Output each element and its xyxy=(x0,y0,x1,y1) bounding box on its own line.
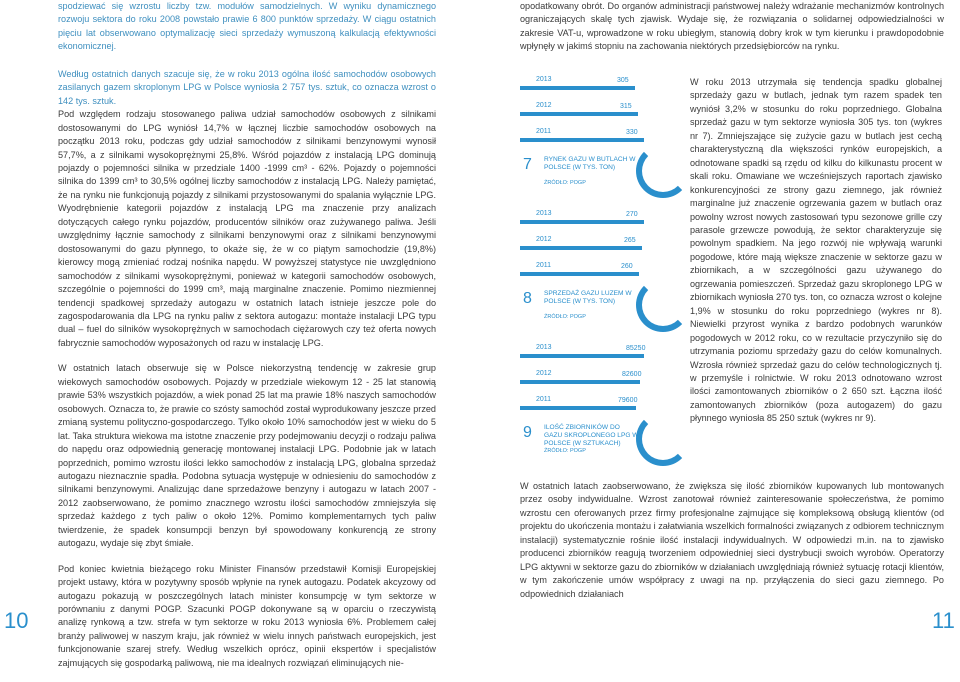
bar xyxy=(520,138,644,142)
paragraph-2013-lpg-cars: Według ostatnich danych szacuje się, że w roku 2013 ogólna ilość samochodów osobowych zasilanych gazem skroplonym LPG w Polsce wyniosła 2 757 tys. sztuk, co oznacza wzrost o 142 tys. sztuk. xyxy=(58,68,436,106)
bar-value-label: 79600 xyxy=(618,397,638,404)
bar xyxy=(520,380,640,384)
bar-year-label: 2011 xyxy=(536,262,552,269)
chart-8 xyxy=(516,210,681,328)
chart-7 xyxy=(516,76,681,194)
ring-graphic xyxy=(636,144,690,198)
right-top-text: opodatkowany obrót. Do organów administracji państwowej należy wdrażanie mechanizmów kontrolnych ograniczających skalę tych zjawisk. Wydaje się, że rozwiązania o solidarnej odpowiedzialności w zakresie VAT-u, wprowadzone w roku ubiegłym, stanowią dobry krok w tym kierunku i prawdopodobnie wpłynęły w jakimś stopniu na zachowania niektórych przedsiębiorców na rynku. xyxy=(520,1,944,52)
chart-source: ŹRÓDŁO: POGP xyxy=(544,448,586,454)
bottom-paragraph xyxy=(520,480,944,601)
bar xyxy=(520,220,644,224)
paragraph-tax: Pod koniec kwietnia bieżącego roku Minister Finansów przedstawił Komisji Europejskiej projekt ustawy, która w pozytywny sposób wpłynie na rynek autogazu. Podatek akcyzowy od autogazu pokazują w poszczególnych latach minister konsumpcję w tym sektorze w porównaniu z danymi POGP. Szacunki POGP dokonywane są w oparciu o rzeczywistą analizę rynkową a tzw. strefa w tym sektorze w roku 2013 wyniosła 6%. Problemem całej branży paliwowej w naszym kraju, jak również w wielu innych państwach europejskich, jest funkcjonowanie szarej strefy. Według wszelkich oprócz, opinii ekspertów i specjalistów zajmujących się gospodarką paliwową, nie ma idealnych rozwiązań eliminujących nie- xyxy=(58,563,436,668)
left-column xyxy=(58,0,436,682)
ring-graphic xyxy=(636,412,690,466)
bar xyxy=(520,246,642,250)
intro-paragraph: spodziewać się wzrostu liczby tzw. modułów samodzielnych. W wyniku dynamicznego rozwoju sektora do roku 2008 powstało prawie 6 800 punktów sprzedaży. W ciągu ostatnich pięciu lat obserwowano optymalizację sieci sprzedaży wymuszoną kalkulacją efektywności ekonomicznej. xyxy=(58,1,436,52)
right-top-paragraph xyxy=(520,0,944,54)
bar-year-label: 2013 xyxy=(536,76,552,83)
ring-graphic xyxy=(636,278,690,332)
bar-year-label: 2013 xyxy=(536,210,552,217)
bar-year-label: 2011 xyxy=(536,128,552,135)
bar-year-label: 2011 xyxy=(536,396,552,403)
chart-source: ŹRÓDŁO: POGP xyxy=(544,314,586,320)
chart-title: ILOŚĆ ZBIORNIKÓW DO GAZU SKROPLONEGO LPG W POLSCE (W SZTUKACH) xyxy=(544,424,639,447)
bar-value-label: 305 xyxy=(617,77,629,84)
chart-number: 8 xyxy=(523,290,532,307)
bottom-text: W ostatnich latach zaobserwowano, że zwiększa się ilość zbiorników kupowanych lub montowanych przez osoby indywidualne. Wzrost zanotował również zainteresowanie społeczeństwa, że pomimo wzrostu cen oferowanych przez firmy profesjonalne zajmujące się kompleksową obsługą klientów (od projektu do ukończenia montażu i załatwiania wszelkich formalności związanych z odbiorem technicznym instalacji) systematycznie rośnie ilość instalacji indywidualnych. W odpowiedzi m.in. na to zjawisko producenci zbiorników reagują tworzeniem odpowiedniej sieci dystrybucji swoich wyrobów. Operatorzy LPG aktywni w sektorze gazu do zbiorników w działaniach uwzględniają również sytuację rotacji klientów, w tym zakończenie umów współpracy z uwagi na np. przyłączenia do sieci gazu ziemnego. Po odpowiednich działaniach xyxy=(520,481,944,599)
paragraph-fuel-share: Pod względem rodzaju stosowanego paliwa udział samochodów osobowych z silnikami dostosowanymi do LPG wyniósł 14,7% w łącznej liczbie samochodów osobowych na początku 2013 roku, podczas gdy udział samochodów z silnikami benzynowymi wynosił 57,7%, a z silnikami wysokoprężnymi 25,8%. Wśród pojazdów z instalacją LPG dominują pojazdy o pojemności silnika w przedziale 1400 -1999 cm³ - 62%. Pojazdy o pojemności silnika do 1399 cm³ to 30,5% ogólnej liczby samochodów z instalacją LPG. Należy pamiętać, że na rynku nie funkcjonują pojazdy z silnikami przystosowanymi do spalania wyłącznie LPG. Wyodrębnienie kategorii pojazdów z instalacją LPG ma znaczenie przy analizach dotyczących całego rynku pojazdów, producentów silników oraz zużywanego paliwa. Jeśli uwzględnimy łącznie samochody z silnikami benzynowymi oraz z silnikami benzynowymi dostosowanymi do gazu płynnego, to okaże się, że w co piątym samochodzie (19,8%) kierowcy mogą zmieniać rodzaj nośnika napędu. W powyższej statystyce nie uwzględniono samochodów z silnikami wysokoprężnymi, ponieważ w kategorii samochodów osobowych, szczególnie o pojemności do 1999 cm³, mają marginalne znaczenie. Pomimo niezmiennej tendencji spadkowej sprzedaży autogazu w ostatnich latach istnieje jeszcze pole do zagospodarowania dla LPG na rynku paliw z sektora autogazu: montaże instalacji LPG typu dual – fuel do silników wysokoprężnych w samochodach ciężarowych czy też oferta nowych fabrycznie samochodów wyposażonych od razu w instalację LPG. xyxy=(58,109,436,348)
chart-title: RYNEK GAZU W BUTLACH W POLSCE (W TYS. TON) xyxy=(544,156,636,171)
charts-column xyxy=(516,76,681,468)
page-number-left: 10 xyxy=(4,608,29,633)
bar xyxy=(520,272,639,276)
bar-year-label: 2012 xyxy=(536,370,552,377)
bar-value-label: 85250 xyxy=(626,345,646,352)
paragraph-age-structure: W ostatnich latach obserwuje się w Polsce niekorzystną tendencję w zakresie grup wiekowych samochodów osobowych. Pojazdy w przedziale wiekowym 12 - 25 lat stanowią prawie 53% wszystkich pojazdów, a wiek ponad 25 lat ma prawie 18% naszych samochodów osobowych. Oznacza to, że prawie co szósty samochód został wyprodukowany jeszcze przed zmianą systemu polityczno-gospodarczego. Tylko około 10% samochodów jest w wieku do 5 lat. Taka struktura wiekowa ma istotne znaczenie przy podejmowaniu decyzji o rodzaju paliwa do napędu oraz odpowiednią generację montowanej instalacji LPG. Podobnie jak w latach poprzednich, pomimo wzrostu ilości lekko samochodów z instalacją LPG, globalna sprzedaż autogazu nieznacznie spadła. Podobna sytuacja występuje w odniesieniu do samochodów z silnikami benzynowymi. Analizując dane sprzedażowe benzyny i autogazu w latach 2007 - 2012 zaobserwowano, że pomimo znacznego wzrostu ilości samochodów zmniejszyła się sprzedaż każdego z tych paliw o około 12%. Pomimo komplementarnych tych paliw twierdzenie, że spadek konsumpcji benzyn był spowodowany konkurencją ze strony autogazu, wydaje się zbyt śmiałe. xyxy=(58,363,436,549)
chart-number: 9 xyxy=(523,424,532,441)
bar-value-label: 82600 xyxy=(622,371,642,378)
bar-year-label: 2012 xyxy=(536,102,552,109)
chart-title: SPRZEDAŻ GAZU LUZEM W POLSCE (W TYS. TON) xyxy=(544,290,632,305)
bar xyxy=(520,406,636,410)
bar xyxy=(520,86,635,90)
bar-year-label: 2013 xyxy=(536,344,552,351)
bar-value-label: 265 xyxy=(624,237,636,244)
bar-value-label: 315 xyxy=(620,103,632,110)
bar-value-label: 270 xyxy=(626,211,638,218)
chart-9 xyxy=(516,344,681,462)
bar xyxy=(520,112,638,116)
chart-number: 7 xyxy=(523,156,532,173)
side-paragraph xyxy=(690,76,942,426)
chart-source: ŹRÓDŁO: POGP xyxy=(544,180,586,186)
bar-value-label: 260 xyxy=(621,263,633,270)
page-number-right: 11 xyxy=(932,608,955,633)
side-text: W roku 2013 utrzymała się tendencja spadku globalnej sprzedaży gazu w butlach, jednak tym razem spadek ten wyniósł 3,2% w stosunku do roku poprzedniego. Globalna sprzedaż gazu w tym sektorze wyniosła 305 tys. ton (wykres nr 7). Zmniejszające się zużycie gazu w butlach jest cechą charakterystyczną dla większości rynków europejskich, a odnotowane spadki są rzędu od kilku do kilkunastu procent w skali roku. Omawiane we wcześniejszych raportach zjawisko konkurencyjności ze strony gazu ziemnego, jak również marginalne już znaczenie ogrzewania gazem w butlach oraz powolny wzrost nowych zastosowań typu sezonowe grille czy parasole grzewcze powodują, że sektor charakteryzuje się powolnym spadkiem. Na jego rozwój nie wpływają warunki pogodowe, które mają większe znaczenie w sektorze gazu w zbiornikach, a w szczególności gazu używanego do ogrzewania pomieszczeń. Sprzedaż gazu skroplonego LPG w zbiornikach wyniosła 270 tys. ton, co oznacza wzrost o kolejne 1,9% w stosunku do roku poprzedniego (wykres nr 8). Niewielki przyrost wynika z bardzo podobnych warunków pogodowych w 2012 roku, co w rezultacie przyczyniło się do utrzymania poziomu sprzedaży gazu do celów komunalnych. Wzrosła również sprzedaż gazu do celów technologicznych tj. w przemyśle i rolnictwie. W roku 2013 odnotowano wzrost ilości zamontowanych zbiorników o 2 650 szt. Łączna ilość zamontowanych zbiorników (poza autogazem) do gazu płynnego wyniosła 85 250 sztuk (wykres nr 9). xyxy=(690,77,942,424)
bar-value-label: 330 xyxy=(626,129,638,136)
bar xyxy=(520,354,644,358)
bar-year-label: 2012 xyxy=(536,236,552,243)
